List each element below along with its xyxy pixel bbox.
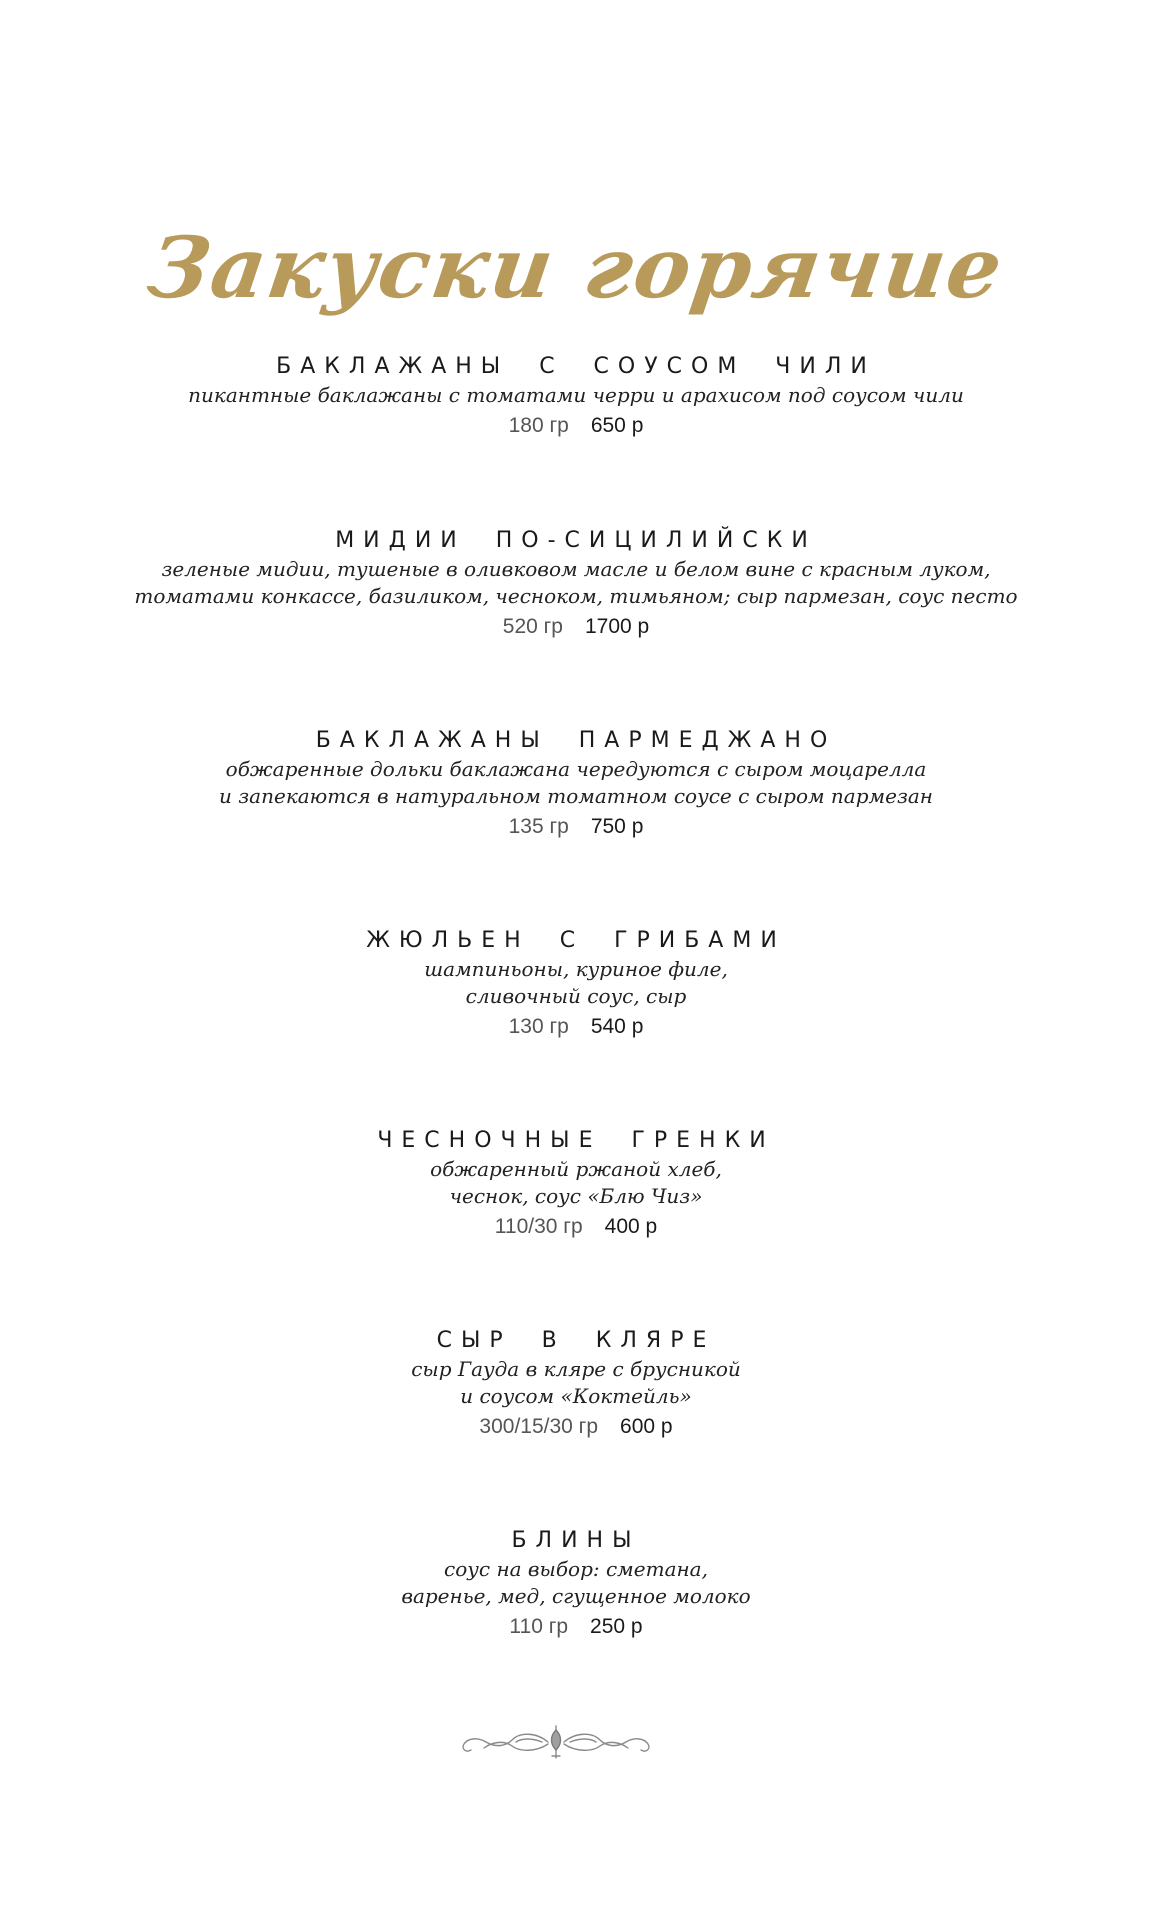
item-name: МИДИИ ПО-СИЦИЛИЙСКИ: [335, 528, 817, 553]
item-description: [0, 956, 1152, 1010]
item-description-line: обжаренный ржаной хлеб,: [430, 1157, 722, 1181]
item-price: 540 р: [590, 1015, 644, 1038]
menu-item-eggplant-parmigiana: [0, 726, 1152, 842]
item-description: [0, 756, 1152, 810]
item-name: БАКЛАЖАНЫ С СОУСОМ ЧИЛИ: [276, 354, 876, 379]
menu-item-eggplant-chili: [0, 352, 1152, 441]
item-description-line: соус на выбор: сметана,: [444, 1557, 708, 1581]
item-meta: [0, 612, 1152, 642]
item-price: 750 р: [590, 815, 644, 838]
item-weight: 130 гр: [508, 1015, 569, 1038]
item-name: ЧЕСНОЧНЫЕ ГРЕНКИ: [377, 1128, 775, 1153]
item-description-line: сыр Гауда в кляре с брусникой: [411, 1357, 741, 1381]
item-weight: 135 гр: [508, 815, 569, 838]
item-weight: 300/15/30 гр: [479, 1415, 599, 1438]
item-price: 650 р: [590, 414, 644, 437]
item-description: [0, 382, 1152, 409]
item-price: 250 р: [590, 1615, 643, 1638]
menu-item-cheese-batter: [0, 1326, 1152, 1442]
item-weight: 110/30 гр: [494, 1215, 583, 1238]
item-description-line: варенье, мед, сгущенное молоко: [401, 1584, 751, 1608]
item-description-line: обжаренные дольки баклажана чередуются с сыром моцарелла: [225, 757, 927, 781]
menu-item-blini: [0, 1526, 1152, 1642]
item-description-line: пикантные баклажаны с томатами черри и арахисом под соусом чили: [188, 383, 964, 407]
item-price: 600 р: [620, 1415, 673, 1438]
item-name: СЫР В КЛЯРЕ: [436, 1328, 716, 1353]
menu-item-garlic-croutons: [0, 1126, 1152, 1242]
item-meta: [0, 1012, 1152, 1042]
item-description-line: зеленые мидии, тушеные в оливковом масле и белом вине с красным луком,: [161, 557, 991, 581]
item-meta: [0, 812, 1152, 842]
item-name: БАКЛАЖАНЫ ПАРМЕДЖАНО: [315, 728, 837, 753]
item-weight: 180 гр: [508, 414, 569, 437]
menu-item-julienne: [0, 926, 1152, 1042]
item-name: ЖЮЛЬЕН С ГРИБАМИ: [366, 928, 786, 953]
menu-item-mussels-sicilian: [0, 526, 1152, 642]
flourish-ornament-icon: [456, 1720, 656, 1764]
item-description: [0, 556, 1152, 610]
item-meta: [0, 411, 1152, 441]
item-price: 400 р: [604, 1215, 658, 1238]
item-description-line: шампиньоны, куриное филе,: [424, 957, 728, 981]
item-name: БЛИНЫ: [511, 1528, 641, 1553]
item-weight: 520 гр: [502, 615, 563, 638]
item-description-line: томатами конкассе, базиликом, чесноком, тимьяном; сыр пармезан, соус песто: [134, 584, 1018, 608]
item-description-line: и запекаются в натуральном томатном соусе с сыром пармезан: [219, 784, 933, 808]
item-description-line: и соусом «Коктейль»: [460, 1384, 692, 1408]
item-weight: 110 гр: [509, 1615, 569, 1638]
item-meta: [0, 1412, 1152, 1442]
item-description: [0, 1156, 1152, 1210]
page-title: Закуски горячие: [142, 218, 1010, 318]
item-description-line: сливочный соус, сыр: [465, 984, 687, 1008]
item-meta: [0, 1612, 1152, 1642]
item-description-line: чеснок, соус «Блю Чиз»: [449, 1184, 703, 1208]
item-meta: [0, 1212, 1152, 1242]
item-description: [0, 1356, 1152, 1410]
item-price: 1700 р: [584, 615, 650, 638]
item-description: [0, 1556, 1152, 1610]
